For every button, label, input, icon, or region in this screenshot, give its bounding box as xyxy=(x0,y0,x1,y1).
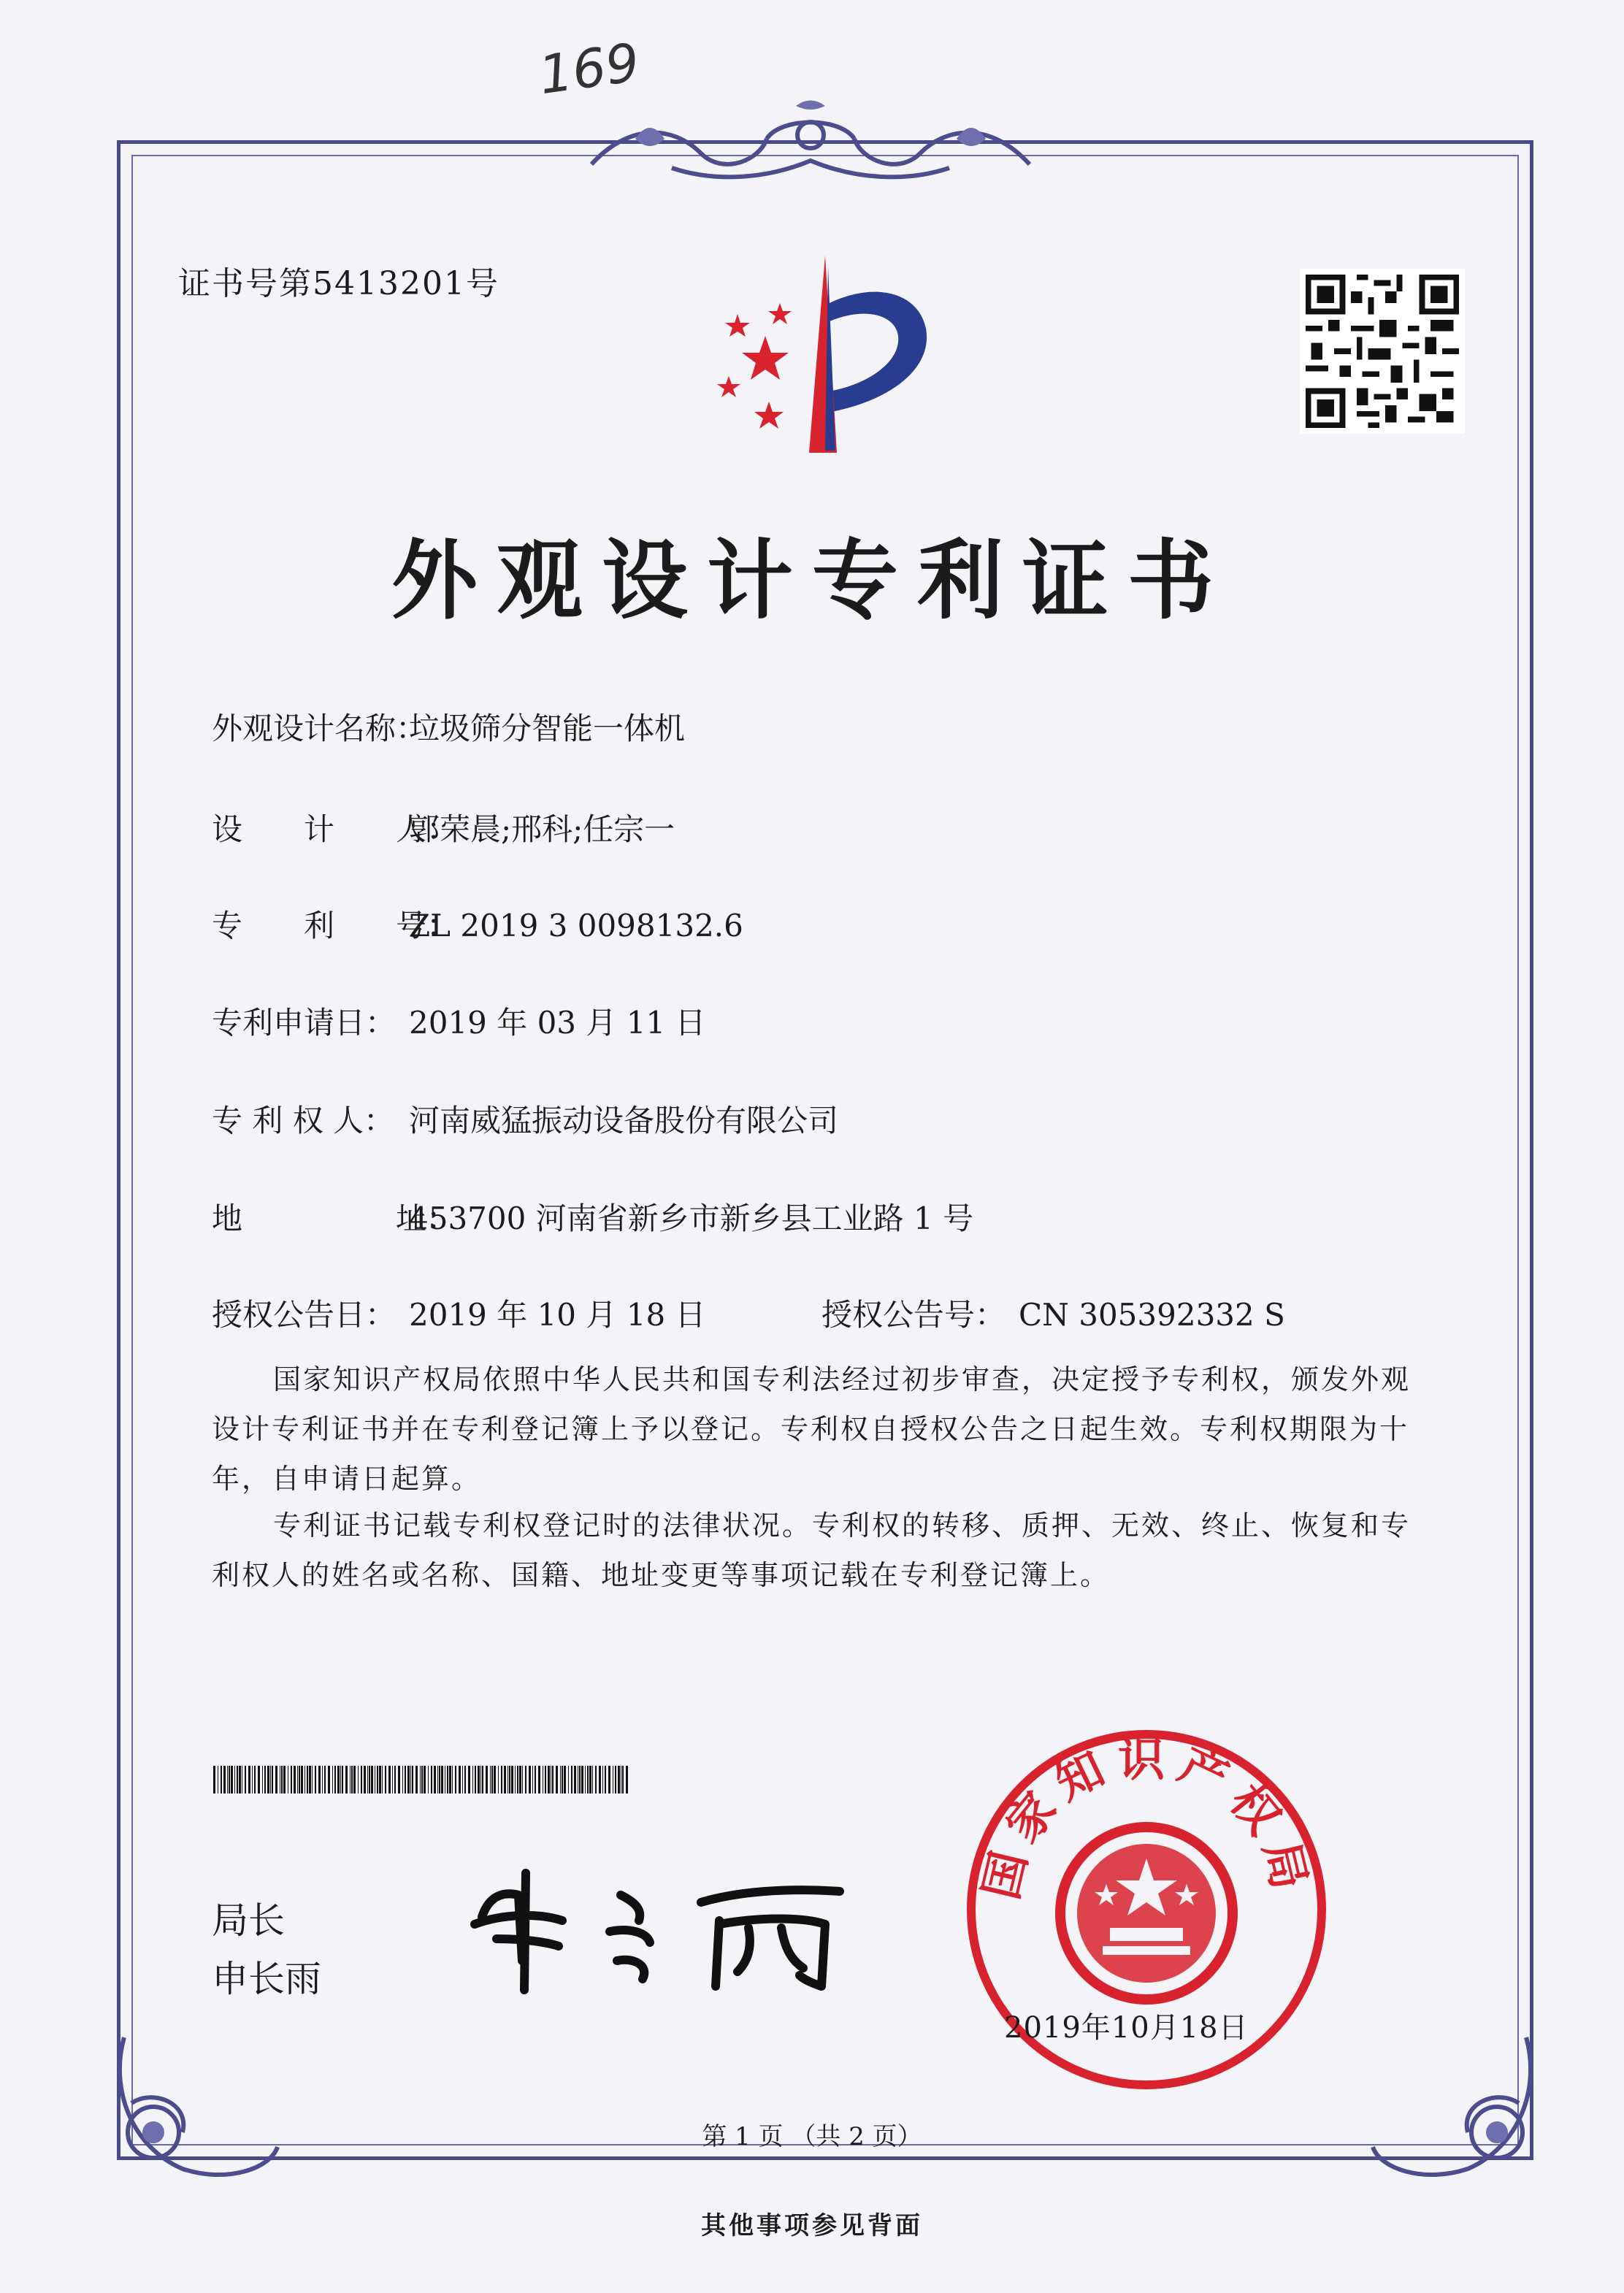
barcode-bar xyxy=(571,1766,572,1794)
barcode-bar xyxy=(415,1766,418,1794)
director-signature xyxy=(460,1851,854,1997)
barcode-bar xyxy=(248,1766,250,1794)
barcode-bar xyxy=(322,1766,323,1794)
barcode-bar xyxy=(262,1766,263,1794)
barcode-bar xyxy=(579,1766,581,1794)
seal-date: 2019年10月18日 xyxy=(1004,2011,1249,2045)
field-patent-number xyxy=(212,902,743,946)
barcode-bar xyxy=(388,1766,391,1794)
barcode-bar xyxy=(449,1766,451,1794)
barcode-bar xyxy=(291,1766,292,1794)
barcode-bar xyxy=(515,1766,516,1794)
barcode-bar xyxy=(309,1766,311,1794)
svg-text:国家知识产权局: 国家知识产权局 xyxy=(974,1733,1319,1905)
barcode-bar xyxy=(398,1766,400,1794)
field-grant-date xyxy=(212,1291,706,1335)
barcode-bar xyxy=(223,1766,226,1794)
barcode-bar xyxy=(529,1766,531,1794)
barcode-bar xyxy=(361,1766,362,1794)
top-ornament xyxy=(584,95,1037,190)
barcode-bar xyxy=(525,1766,526,1794)
barcode-bar xyxy=(213,1766,215,1794)
barcode-bar xyxy=(568,1766,569,1794)
barcode-bar xyxy=(402,1766,403,1794)
barcode-bar xyxy=(407,1766,410,1794)
barcode-bar xyxy=(589,1766,591,1794)
barcode-bar xyxy=(412,1766,413,1794)
barcode-bar xyxy=(281,1766,283,1794)
barcode-bar xyxy=(490,1766,491,1794)
patent-office-emblem-icon xyxy=(700,252,955,456)
barcode-bar xyxy=(437,1766,438,1794)
barcode-bar xyxy=(283,1766,286,1794)
page-title: 外观设计专利证书 xyxy=(391,529,1233,631)
barcode-bar xyxy=(272,1766,273,1794)
barcode-bar xyxy=(491,1766,493,1794)
barcode-bar xyxy=(574,1766,576,1794)
barcode-bar xyxy=(307,1766,308,1794)
barcode-bar xyxy=(585,1766,586,1794)
barcode-bar xyxy=(254,1766,256,1794)
barcode-bar xyxy=(340,1766,341,1794)
barcode-bar xyxy=(421,1766,423,1794)
barcode-bar xyxy=(556,1766,558,1794)
barcode-bar xyxy=(581,1766,583,1794)
barcode-bar xyxy=(519,1766,521,1794)
qr-code-icon xyxy=(1300,269,1465,434)
field-label: 设 计 人： xyxy=(212,811,458,847)
barcode-bar xyxy=(486,1766,488,1794)
field-value: 郭荣晨;邢科;任宗一 xyxy=(409,811,675,847)
bottom-right-ornament xyxy=(1358,2023,1548,2191)
barcode-bar xyxy=(239,1766,241,1794)
barcode-bar xyxy=(587,1766,589,1794)
barcode-bar xyxy=(464,1766,466,1794)
barcode-bar xyxy=(264,1766,266,1794)
field-value: 2019 年 10 月 18 日 xyxy=(409,1297,706,1333)
barcode-bar xyxy=(351,1766,353,1794)
barcode-bar xyxy=(231,1766,233,1794)
field-label: 授权公告号： xyxy=(821,1297,1006,1333)
barcode-bar xyxy=(478,1766,480,1794)
barcode-bar xyxy=(332,1766,333,1794)
barcode-bar xyxy=(560,1766,561,1794)
barcode-bar xyxy=(462,1766,463,1794)
field-designers xyxy=(212,805,675,849)
notice-paragraph-2: 专利证书记载专利权登记时的法律状况。专利权的转移、质押、无效、终止、恢复和专利权人的姓名或名称、国籍、地址变更等事项记载在专利登记簿上。 xyxy=(212,1509,1412,1591)
field-address xyxy=(212,1195,973,1239)
barcode-bar xyxy=(334,1766,336,1794)
barcode-bar xyxy=(618,1766,620,1794)
barcode-bar xyxy=(424,1766,426,1794)
barcode-bar xyxy=(595,1766,597,1794)
notice-paragraph-1: 国家知识产权局依照中华人民共和国专利法经过初步审查，决定授予专利权，颁发外观设计专利证书并在专利登记簿上予以登记。专利权自授权公告之日起生效。专利权期限为十年，自申请日起算。 xyxy=(212,1363,1412,1495)
barcode-bar xyxy=(501,1766,502,1794)
barcode-bar xyxy=(615,1766,616,1794)
barcode-bar xyxy=(297,1766,298,1794)
barcode-bar xyxy=(548,1766,550,1794)
barcode-bar xyxy=(304,1766,305,1794)
field-patentee xyxy=(212,1097,838,1141)
barcode-bar xyxy=(459,1766,461,1794)
barcode-bar xyxy=(371,1766,373,1794)
page-indicator: 第 1 页 （共 2 页） xyxy=(702,2122,922,2151)
barcode-bar xyxy=(504,1766,506,1794)
barcode-bar xyxy=(345,1766,348,1794)
field-value: CN 305392332 S xyxy=(1019,1297,1285,1333)
field-label: 专 利 号： xyxy=(212,908,458,943)
barcode-bar xyxy=(377,1766,378,1794)
barcode-bar xyxy=(270,1766,271,1794)
handwritten-note: 169 xyxy=(535,31,643,107)
barcode-bar xyxy=(428,1766,429,1794)
certificate-number: 证书号第5413201号 xyxy=(178,265,499,302)
state-emblem-icon xyxy=(1060,1827,1233,1999)
barcode-bar xyxy=(420,1766,421,1794)
barcode-bar xyxy=(318,1766,321,1794)
field-design-name xyxy=(212,705,685,749)
barcode-bar xyxy=(439,1766,440,1794)
barcode-bar xyxy=(605,1766,606,1794)
barcode-bar xyxy=(608,1766,610,1794)
barcode-bar xyxy=(468,1766,470,1794)
barcode-bar xyxy=(599,1766,601,1794)
bottom-left-ornament xyxy=(102,2023,292,2191)
director-title: 局长 xyxy=(212,1899,285,1942)
barcode-bar xyxy=(221,1766,222,1794)
barcode-bar xyxy=(324,1766,326,1794)
barcode-bar xyxy=(227,1766,228,1794)
barcode-bar xyxy=(234,1766,235,1794)
barcode-bar xyxy=(245,1766,246,1794)
barcode-bar xyxy=(358,1766,359,1794)
barcode-bar xyxy=(275,1766,277,1794)
barcode-bar xyxy=(252,1766,253,1794)
barcode-bar xyxy=(447,1766,448,1794)
barcode-bar xyxy=(552,1766,554,1794)
barcode-bar xyxy=(328,1766,330,1794)
barcode-bar xyxy=(494,1766,496,1794)
field-value: 垃圾筛分智能一体机 xyxy=(409,711,686,746)
barcode-bar xyxy=(410,1766,411,1794)
field-label: 授权公告日： xyxy=(212,1297,397,1333)
barcode-bar xyxy=(385,1766,386,1794)
barcode-bar xyxy=(441,1766,443,1794)
barcode-bar xyxy=(337,1766,340,1794)
field-announcement-number xyxy=(821,1291,1285,1335)
field-application-date xyxy=(212,999,706,1043)
barcode-bar xyxy=(301,1766,303,1794)
barcode-bar xyxy=(258,1766,260,1794)
footer-note: 其他事项参见背面 xyxy=(701,2211,923,2240)
barcode-bar xyxy=(452,1766,453,1794)
barcode-bar xyxy=(267,1766,269,1794)
director-name: 申长雨 xyxy=(212,1958,321,2000)
barcode-bar xyxy=(564,1766,566,1794)
barcode-bar xyxy=(592,1766,593,1794)
field-label: 地 址： xyxy=(212,1201,458,1236)
barcode-bar xyxy=(498,1766,499,1794)
barcode-bar xyxy=(482,1766,483,1794)
barcode-bar xyxy=(294,1766,296,1794)
barcode-bar xyxy=(350,1766,351,1794)
barcode-bar xyxy=(315,1766,316,1794)
barcode-bar xyxy=(532,1766,533,1794)
barcode-bar xyxy=(382,1766,383,1794)
barcode-bar xyxy=(434,1766,436,1794)
barcode-bar xyxy=(353,1766,356,1794)
barcode-bar xyxy=(545,1766,546,1794)
field-value: 2019 年 03 月 11 日 xyxy=(409,1005,706,1041)
field-value: 河南威猛振动设备股份有限公司 xyxy=(409,1103,839,1138)
barcode-bar xyxy=(538,1766,540,1794)
barcode-bar xyxy=(475,1766,476,1794)
barcode-bar xyxy=(312,1766,313,1794)
barcode-bar xyxy=(342,1766,343,1794)
barcode-bar xyxy=(535,1766,536,1794)
barcode-bar xyxy=(364,1766,366,1794)
barcode-bar xyxy=(622,1766,624,1794)
barcode-bar xyxy=(602,1766,603,1794)
barcode-bar xyxy=(562,1766,563,1794)
field-value: ZL 2019 3 0098132.6 xyxy=(409,908,743,943)
barcode-bar xyxy=(392,1766,393,1794)
barcode-bar xyxy=(480,1766,481,1794)
barcode-bar xyxy=(522,1766,523,1794)
field-label: 专利申请日： xyxy=(212,1005,397,1041)
barcode-bar xyxy=(431,1766,432,1794)
barcode-bar xyxy=(237,1766,238,1794)
barcode-bar xyxy=(472,1766,473,1794)
barcode-bar xyxy=(367,1766,368,1794)
barcode-bar xyxy=(626,1766,628,1794)
barcode-bar xyxy=(299,1766,300,1794)
barcode-bar xyxy=(455,1766,456,1794)
barcode-icon xyxy=(213,1766,631,1794)
barcode-bar xyxy=(394,1766,396,1794)
barcode-bar xyxy=(511,1766,513,1794)
field-label: 外观设计名称： xyxy=(212,711,427,746)
barcode-bar xyxy=(369,1766,370,1794)
barcode-bar xyxy=(379,1766,381,1794)
field-value: 453700 河南省新乡市新乡县工业路 1 号 xyxy=(409,1201,974,1236)
field-label: 专 利 权 人： xyxy=(212,1103,395,1138)
barcode-bar xyxy=(509,1766,510,1794)
barcode-bar xyxy=(405,1766,406,1794)
barcode-bar xyxy=(229,1766,230,1794)
barcode-bar xyxy=(517,1766,518,1794)
